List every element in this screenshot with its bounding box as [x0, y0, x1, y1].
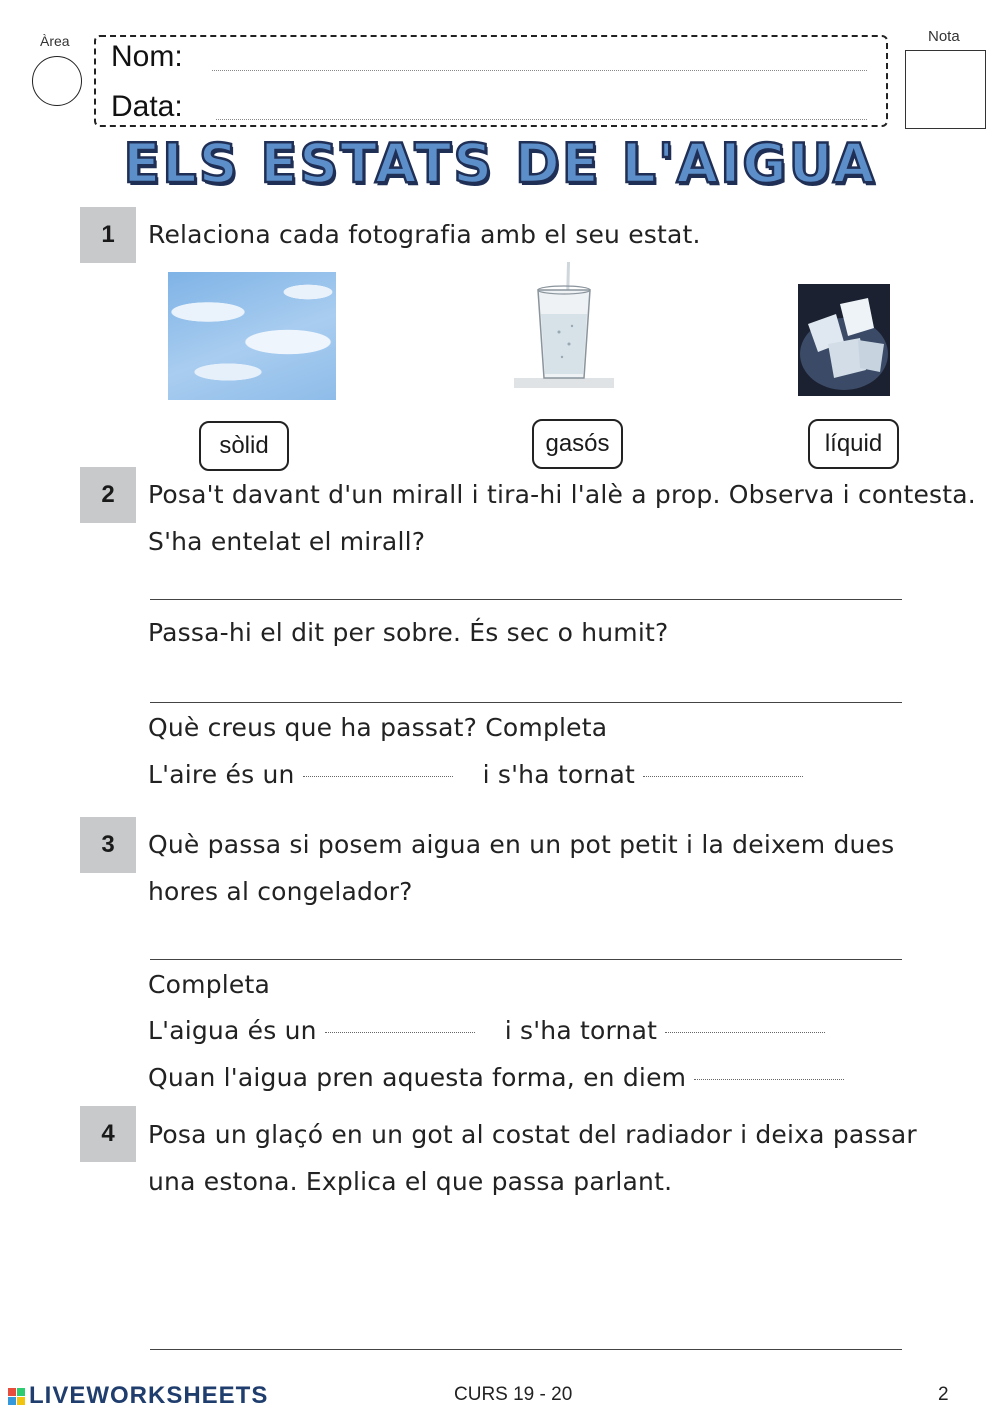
clouds-photo	[168, 272, 336, 400]
question-2-line-4: Què creus que ha passat? Completa	[148, 713, 608, 742]
question-3-line-5-text: Quan l'aigua pren aquesta forma, en diem	[148, 1063, 687, 1092]
question-3-line-4-start: L'aigua és un	[148, 1016, 317, 1045]
name-label: Nom:	[111, 40, 183, 73]
ice-cubes-photo	[798, 284, 890, 396]
question-4-line-2: una estona. Explica el que passa parlant.	[148, 1167, 673, 1196]
question-3-answer-1[interactable]	[150, 959, 902, 960]
word-box-liquid[interactable]: líquid	[808, 419, 899, 469]
liveworksheets-logo-icon	[8, 1388, 25, 1405]
grade-box[interactable]	[905, 50, 986, 129]
question-4-answer[interactable]	[150, 1349, 902, 1350]
question-3-blank-2[interactable]	[665, 1032, 825, 1033]
page-number: 2	[938, 1384, 949, 1405]
question-2-line-1: Posa't davant d'un mirall i tira-hi l'alè a prop. Observa i contesta.	[148, 480, 976, 509]
question-4-line-1: Posa un glaçó en un got al costat del radiador i deixa passar	[148, 1120, 917, 1149]
question-2-answer-1[interactable]	[150, 599, 902, 600]
name-field[interactable]	[212, 70, 867, 71]
question-2-line-5-start: L'aire és un	[148, 760, 295, 789]
question-3-line-1: Què passa si posem aigua en un pot petit i la deixem dues	[148, 830, 895, 859]
area-circle[interactable]	[32, 56, 82, 106]
grade-label: Nota	[928, 28, 960, 45]
question-2-line-2: S'ha entelat el mirall?	[148, 527, 426, 556]
page-title: ELS ESTATS DE L'AIGUA	[123, 132, 877, 195]
water-glass-photo	[514, 262, 614, 392]
date-field[interactable]	[216, 119, 867, 120]
footer-brand	[8, 1382, 268, 1410]
name-date-box	[94, 35, 888, 127]
question-2-answer-2[interactable]	[150, 702, 902, 703]
question-1-prompt: Relaciona cada fotografia amb el seu estat.	[148, 220, 701, 249]
question-2-line-3: Passa-hi el dit per sobre. És sec o humit?	[148, 618, 669, 647]
question-1-number: 1	[80, 207, 136, 263]
question-3-line-2: hores al congelador?	[148, 877, 413, 906]
question-2-blank-2[interactable]	[643, 776, 803, 777]
question-3-line-3: Completa	[148, 970, 271, 999]
question-3-blank-1[interactable]	[325, 1032, 475, 1033]
date-label: Data:	[111, 90, 183, 123]
word-box-gaseous[interactable]: gasós	[532, 419, 623, 469]
question-2-line-5-end: i s'ha tornat	[482, 760, 635, 789]
course-label: CURS 19 - 20	[454, 1384, 573, 1405]
question-3-line-4	[148, 1016, 833, 1045]
area-label: Àrea	[40, 33, 70, 49]
liveworksheets-brand-text: LIVEWORKSHEETS	[29, 1382, 269, 1409]
question-3-line-5	[148, 1063, 852, 1092]
word-box-solid[interactable]: sòlid	[199, 421, 289, 471]
question-3-number: 3	[80, 817, 136, 873]
question-3-line-4-end: i s'ha tornat	[504, 1016, 658, 1045]
question-3-blank-3[interactable]	[694, 1079, 844, 1080]
question-2-blank-1[interactable]	[303, 776, 453, 777]
question-2-number: 2	[80, 467, 136, 523]
question-4-number: 4	[80, 1106, 136, 1162]
question-2-line-5	[148, 760, 811, 789]
